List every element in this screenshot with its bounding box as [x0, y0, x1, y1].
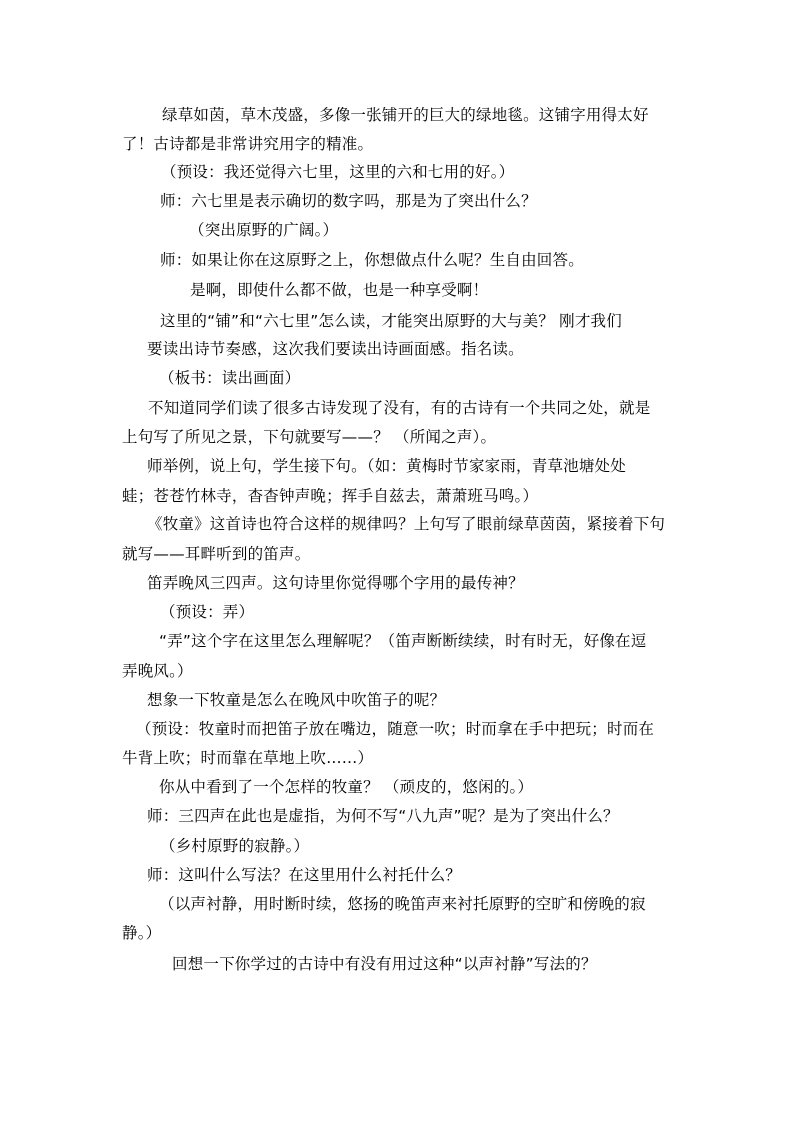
- paragraph-line: 就写——耳畔听到的笛声。: [122, 545, 311, 563]
- paragraph-line: 蛙；苍苍竹林寺，杳杳钟声晚；挥手自兹去，萧萧班马鸣。）: [122, 487, 539, 505]
- paragraph-line: 这里的“铺”和“六七里”怎么读，才能突出原野的大与美？ 刚才我们: [160, 312, 622, 330]
- paragraph-line: 回想一下你学过的古诗中有没有用过这种“以声衬静”写法的？: [172, 955, 597, 973]
- paragraph-line: 师：这叫什么写法？在这里用什么衬托什么？: [147, 866, 462, 884]
- paragraph-line: 不知道同学们读了很多古诗发现了没有，有的古诗有一个共同之处，就是: [148, 399, 651, 417]
- paragraph-line: 师：三四声在此也是虚指，为何不写“八九声”呢？是为了突出什么？: [147, 807, 619, 825]
- paragraph-line: 静。）: [122, 924, 162, 942]
- paragraph-line: 师：六七里是表示确切的数字吗，那是为了突出什么？: [160, 192, 537, 210]
- paragraph-line: 师：如果让你在这原野之上，你想做点什么呢？生自由回答。: [160, 251, 584, 269]
- paragraph-line: （板书：读出画面）: [159, 369, 301, 387]
- paragraph-line: 师举例，说上句，学生接下句。（如：黄梅时节家家雨，青草池塘处处: [147, 457, 626, 475]
- paragraph-line: （突出原野的广阔。）: [189, 221, 339, 239]
- paragraph-line: 你从中看到了一个怎样的牧童？ （顽皮的，悠闲的。）: [159, 778, 534, 796]
- paragraph-line: （乡村原野的寂静。）: [160, 837, 310, 855]
- paragraph-line: 是啊，即使什么都不做，也是一种享受啊！: [190, 281, 489, 299]
- paragraph-line: 了！古诗都是非常讲究用字的精准。: [122, 135, 374, 153]
- paragraph-line: 牛背上吹；时而靠在草地上吹……）: [122, 749, 374, 767]
- paragraph-line: 上句写了所见之景，下句就要写——？ （所闻之声）。: [122, 428, 497, 446]
- paragraph-line: （以声衬静，用时断时续，悠扬的晚笛声来衬托原野的空旷和傍晚的寂: [159, 895, 646, 913]
- paragraph-line: 笛弄晚风三四声。这句诗里你觉得哪个字用的最传神？: [147, 574, 524, 592]
- paragraph-line: 要读出诗节奏感，这次我们要读出诗画面感。指名读。: [147, 340, 524, 358]
- paragraph-line: 《牧童》这首诗也符合这样的规律吗？上句写了眼前绿草茵茵，紧接着下句: [147, 515, 666, 533]
- paragraph-line: （预设：我还觉得六七里，这里的六和七用的好。）: [161, 163, 515, 181]
- paragraph-line: 想象一下牧童是怎么在晚风中吹笛子的呢？: [147, 691, 446, 709]
- paragraph-line: 绿草如茵，草木茂盛，多像一张铺开的巨大的绿地毯。这铺字用得太好: [162, 106, 649, 124]
- paragraph-line: （预设：弄）: [160, 603, 255, 621]
- paragraph-line: 弄晚风。）: [122, 662, 193, 680]
- paragraph-line: （预设：牧童时而把笛子放在嘴边，随意一吹；时而拿在手中把玩；时而在: [136, 720, 655, 738]
- paragraph-line: “弄”这个字在这里怎么理解呢？（笛声断断续续，时有时无，好像在逗: [159, 632, 647, 650]
